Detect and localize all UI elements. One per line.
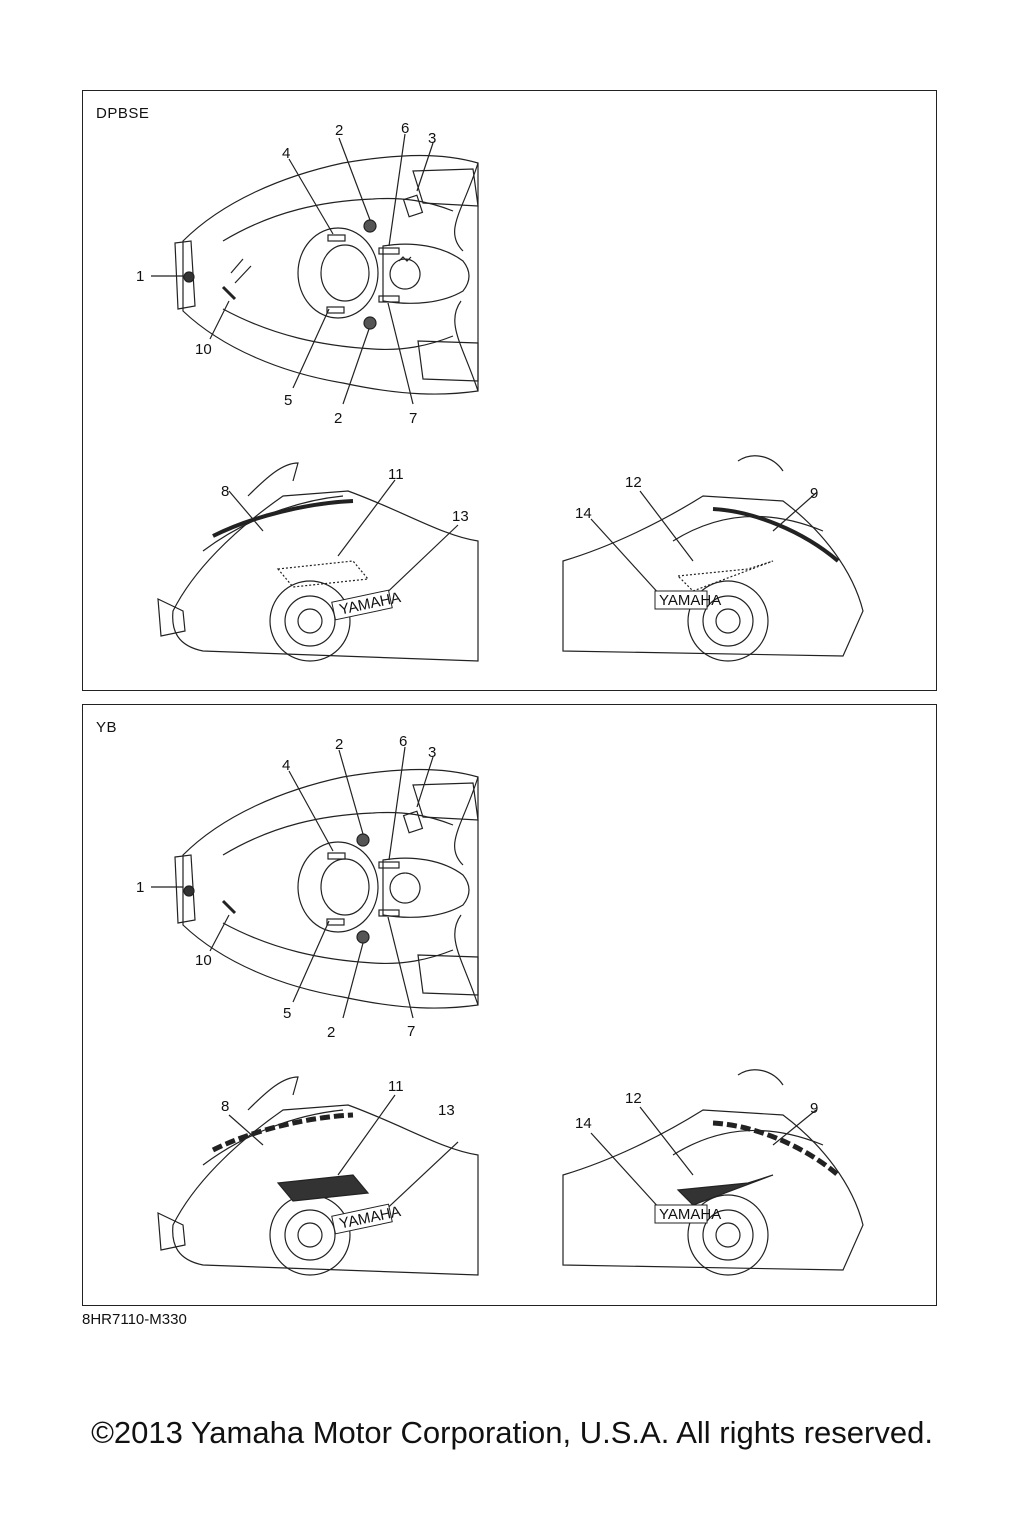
callout-14: 14 bbox=[575, 505, 592, 522]
copyright-notice: ©2013 Yamaha Motor Corporation, U.S.A. All rights reserved. bbox=[91, 1415, 933, 1450]
callout-13: 13 bbox=[452, 508, 469, 525]
callout-11: 11 bbox=[388, 466, 404, 483]
callout-10: 10 bbox=[195, 952, 212, 969]
side-view-left bbox=[158, 463, 478, 661]
callout-5: 5 bbox=[283, 1005, 292, 1022]
yamaha-decal-right bbox=[655, 591, 721, 609]
top-view-craft bbox=[175, 770, 478, 1009]
callout-13: 13 bbox=[438, 1102, 455, 1119]
callout-labels bbox=[136, 733, 818, 1132]
callout-2: 2 bbox=[335, 122, 344, 139]
top-view-craft bbox=[175, 156, 478, 395]
callout-10: 10 bbox=[195, 341, 212, 358]
callout-1: 1 bbox=[136, 879, 145, 896]
decal-diagram-dpbse bbox=[83, 91, 936, 690]
callout-8: 8 bbox=[221, 1098, 230, 1115]
callout-14: 14 bbox=[575, 1115, 592, 1132]
callout-2: 2 bbox=[335, 736, 344, 753]
callout-6: 6 bbox=[401, 120, 410, 137]
side-view-left bbox=[158, 1077, 478, 1275]
yamaha-decal-right bbox=[655, 1205, 721, 1223]
reference-code: 8HR7110-M330 bbox=[82, 1311, 187, 1328]
callout-3: 3 bbox=[428, 130, 437, 147]
diagram-panel-dpbse bbox=[82, 90, 937, 691]
callout-12: 12 bbox=[625, 474, 642, 491]
callout-6: 6 bbox=[399, 733, 408, 750]
yamaha-decal-left bbox=[332, 1203, 402, 1234]
decal-diagram-yb bbox=[83, 705, 936, 1305]
callout-8: 8 bbox=[221, 483, 230, 500]
callout-7: 7 bbox=[407, 1023, 416, 1040]
callout-4: 4 bbox=[282, 757, 291, 774]
callout-4: 4 bbox=[282, 145, 291, 162]
panel-label: DPBSE bbox=[96, 105, 150, 122]
callout-2: 2 bbox=[327, 1024, 336, 1041]
callout-9: 9 bbox=[810, 485, 819, 502]
callout-2: 2 bbox=[334, 410, 343, 427]
svg-text:YAMAHA: YAMAHA bbox=[337, 1203, 403, 1233]
callout-1: 1 bbox=[136, 268, 145, 285]
callout-11: 11 bbox=[388, 1078, 404, 1095]
yamaha-decal-left bbox=[332, 589, 402, 620]
diagram-panel-yb bbox=[82, 704, 937, 1306]
panel-label: YB bbox=[96, 719, 118, 736]
callout-9: 9 bbox=[810, 1100, 819, 1117]
svg-text:YAMAHA: YAMAHA bbox=[659, 1206, 722, 1223]
svg-text:YAMAHA: YAMAHA bbox=[337, 589, 403, 619]
callout-5: 5 bbox=[284, 392, 293, 409]
svg-text:YAMAHA: YAMAHA bbox=[659, 592, 722, 609]
callout-12: 12 bbox=[625, 1090, 642, 1107]
callout-labels bbox=[136, 120, 818, 525]
callout-7: 7 bbox=[409, 410, 418, 427]
callout-3: 3 bbox=[428, 744, 437, 761]
